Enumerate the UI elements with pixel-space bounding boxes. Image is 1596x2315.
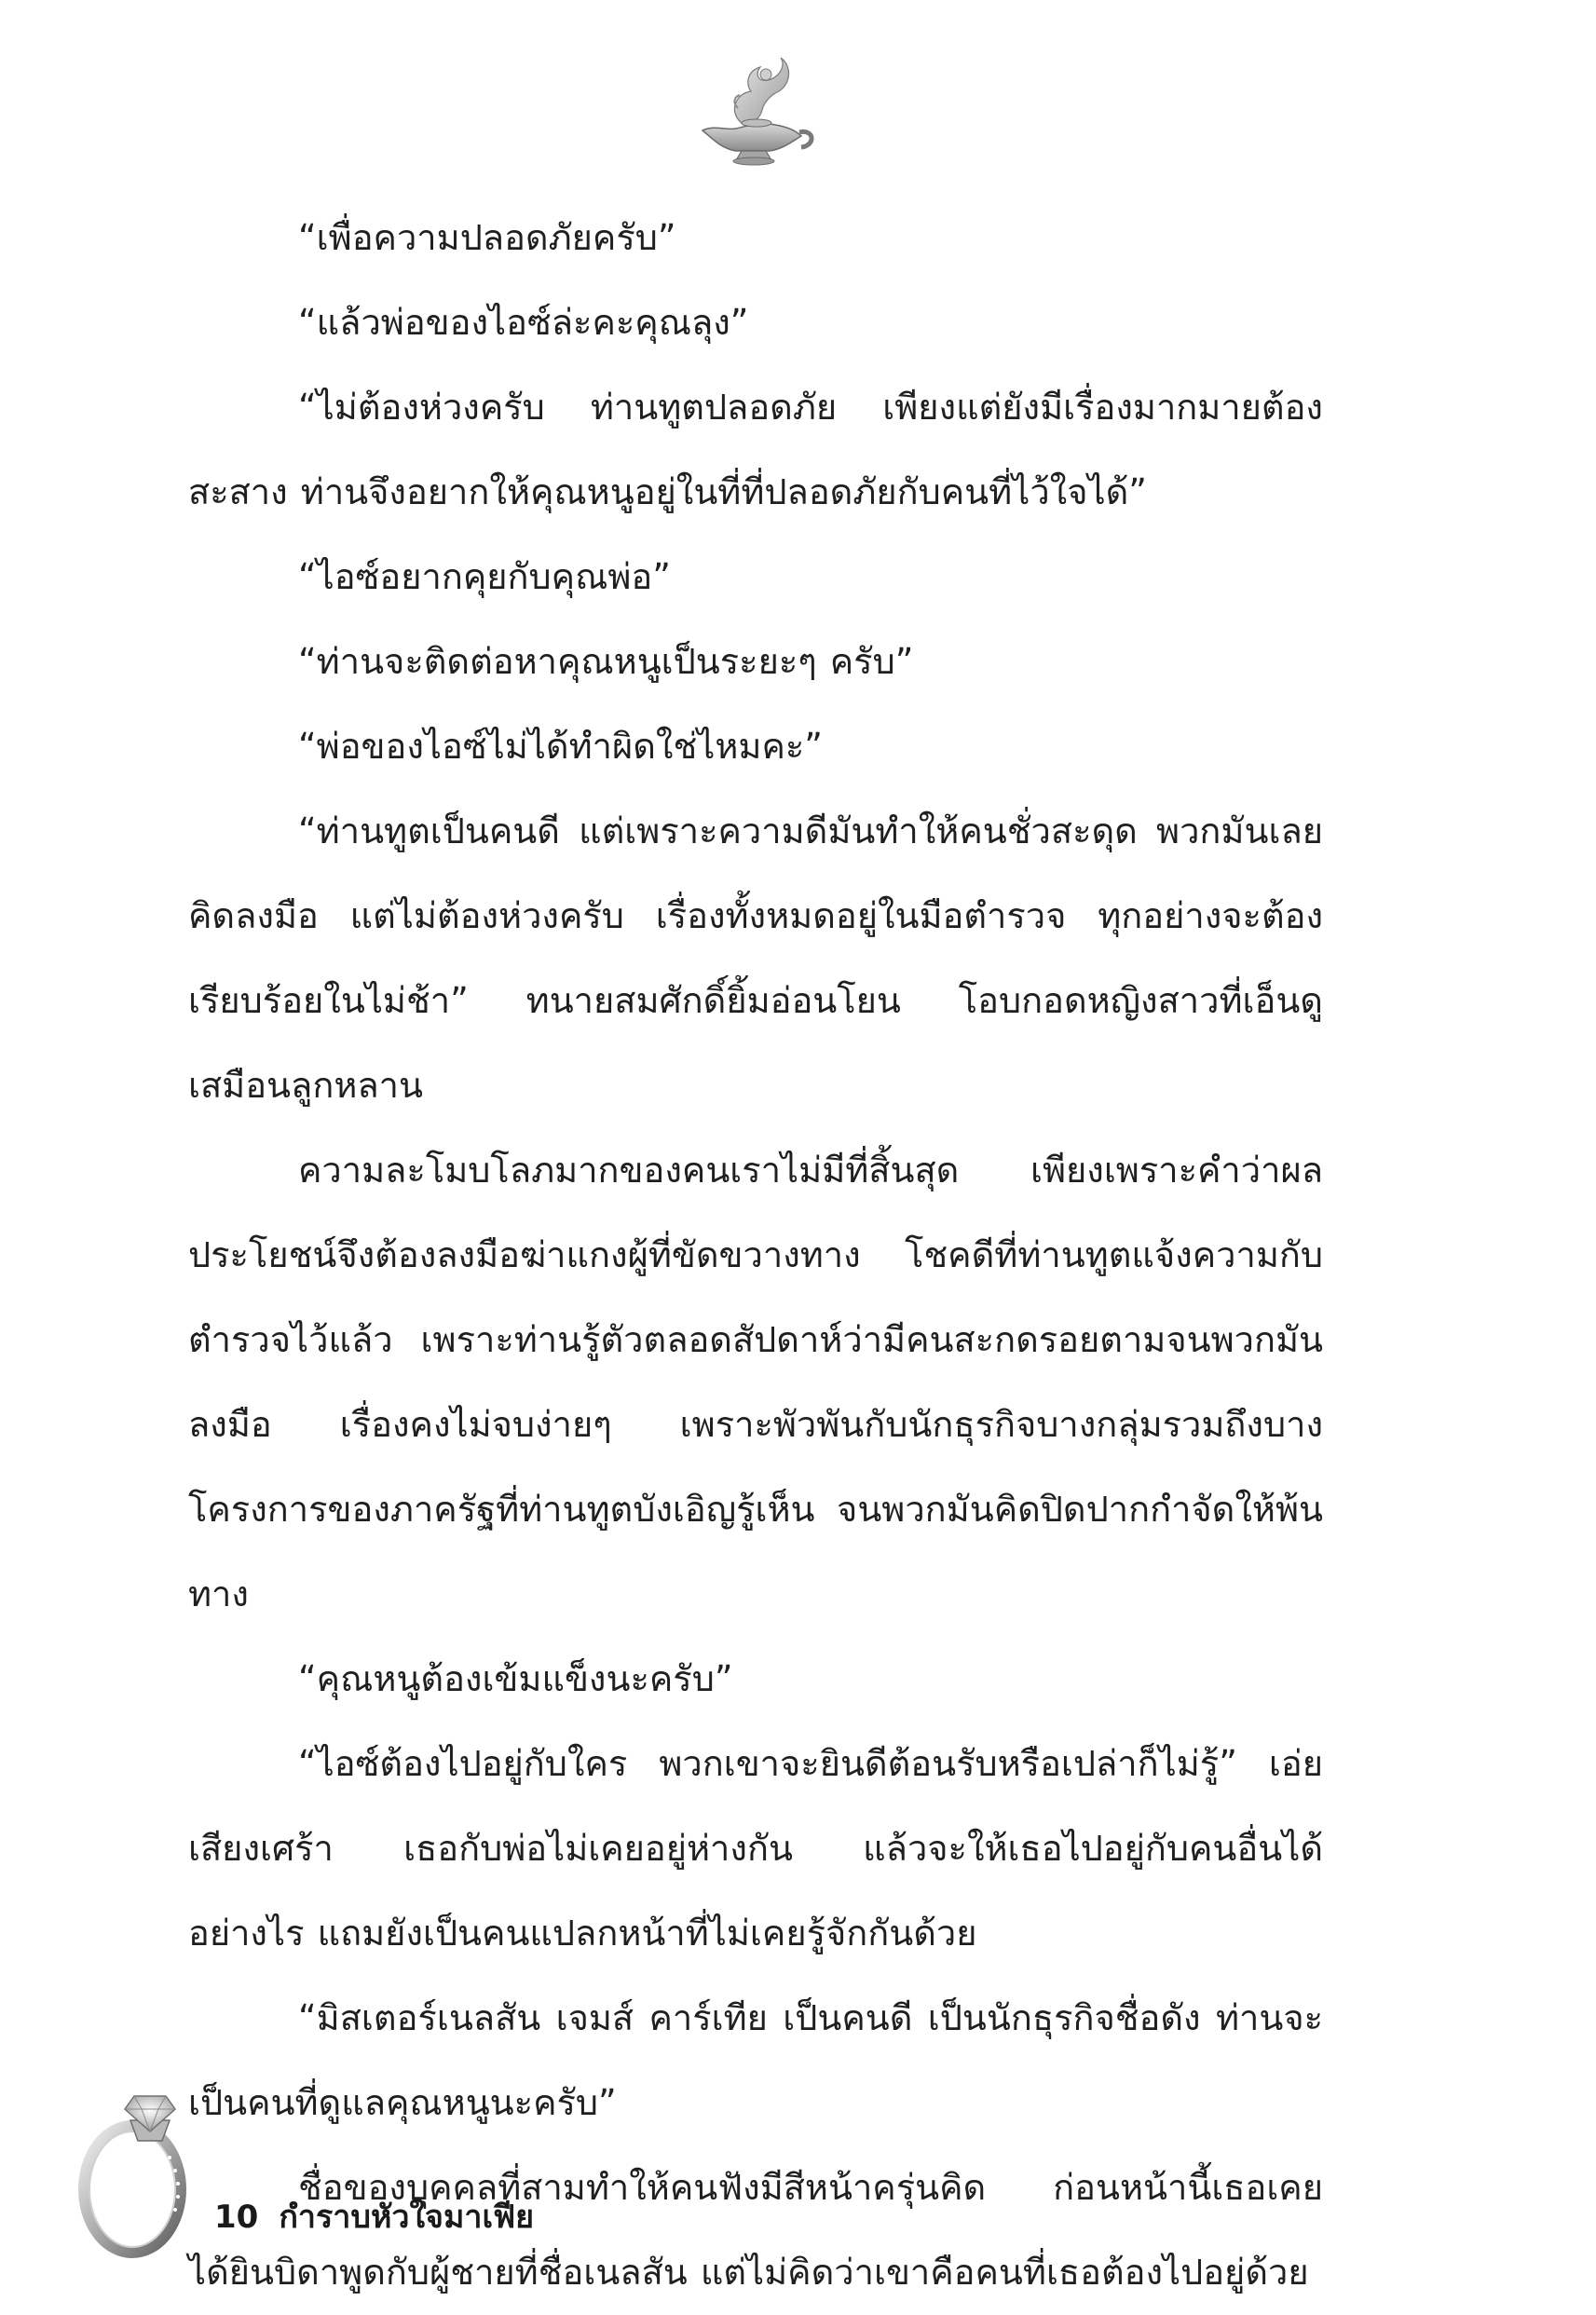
body-text <box>188 196 1323 2315</box>
paragraph: “เพื่อความปลอดภัยครับ” <box>298 217 676 258</box>
paragraph: “พ่อของไอซ์ไม่ได้ทำผิดใช่ไหมคะ” <box>298 726 823 767</box>
paragraph: ความละโมบโลภมากของคนเราไม่มีที่สิ้นสุด เพียงเพราะคำว่าผลประโยชน์จึงต้องลงมือฆ่าแกงผู้ที่ขัดขวางทาง โชคดีที่ท่านทูตแจ้งความกับตำรวจไว้แล้ว เพราะท่านรู้ตัวตลอดสัปดาห์ว่ามีคนสะกดรอยตามจนพวกมันลงมือ เรื่องคงไม่จบง่ายๆ เพราะพัวพันกับนักธุรกิจบางกลุ่มรวมถึงบางโครงการของภาครัฐที่ท่านทูตบังเอิญรู้เห็น จนพวกมันคิดปิดปากกำจัดให้พ้นทาง <box>188 1150 1323 1614</box>
genie-lamp-icon <box>689 56 820 168</box>
paragraph: ชื่อของบุคคลที่สามทำให้คนฟังมีสีหน้าครุ่นคิด ก่อนหน้านี้เธอเคยได้ยินบิดาพูดกับผู้ชายที่ชื่อเนลสัน แต่ไม่คิดว่าเขาคือคนที่เธอต้องไปอยู่ด้วย <box>188 2167 1323 2293</box>
paragraph: “แล้วพ่อของไอซ์ล่ะคะคุณลุง” <box>298 302 749 343</box>
paragraph: “มิสเตอร์เนลสัน เจมส์ คาร์เทีย เป็นคนดี เป็นนักธุรกิจชื่อดัง ท่านจะเป็นคนที่ดูแลคุณหนูนะครับ” <box>188 1997 1323 2123</box>
paragraph: “ไม่ต้องห่วงครับ ท่านทูตปลอดภัย เพียงแต่ยังมีเรื่องมากมายต้องสะสาง ท่านจึงอยากให้คุณหนูอยู่ในที่ที่ปลอดภัยกับคนที่ไว้ใจได้” <box>188 387 1323 512</box>
paragraph: “ท่านทูตเป็นคนดี แต่เพราะความดีมันทำให้คนชั่วสะดุด พวกมันเลยคิดลงมือ แต่ไม่ต้องห่วงครับ เรื่องทั้งหมดอยู่ในมือตำรวจ ทุกอย่างจะต้องเรียบร้อยในไม่ช้า” ทนายสมศักดิ์ยิ้มอ่อนโยน โอบกอดหญิงสาวที่เอ็นดูเสมือนลูกหลาน <box>188 810 1323 1106</box>
page-footer <box>214 2191 534 2241</box>
paragraph: “ไอซ์อยากคุยกับคุณพ่อ” <box>298 556 671 597</box>
diamond-ring-icon <box>65 2077 224 2264</box>
book-title: กำราบหัวใจมาเฟีย <box>279 2199 535 2236</box>
page-number: 10 <box>214 2199 259 2236</box>
paragraph: “ท่านจะติดต่อหาคุณหนูเป็นระยะๆ ครับ” <box>298 641 914 682</box>
paragraph: “คุณหนูต้องเข้มแข็งนะครับ” <box>298 1658 733 1699</box>
paragraph: “ไอซ์ต้องไปอยู่กับใคร พวกเขาจะยินดีต้อนรับหรือเปล่าก็ไม่รู้” เอ่ยเสียงเศร้า เธอกับพ่อไม่เคยอยู่ห่างกัน แล้วจะให้เธอไปอยู่กับคนอื่นได้อย่างไร แถมยังเป็นคนแปลกหน้าที่ไม่เคยรู้จักกันด้วย <box>188 1743 1323 1954</box>
